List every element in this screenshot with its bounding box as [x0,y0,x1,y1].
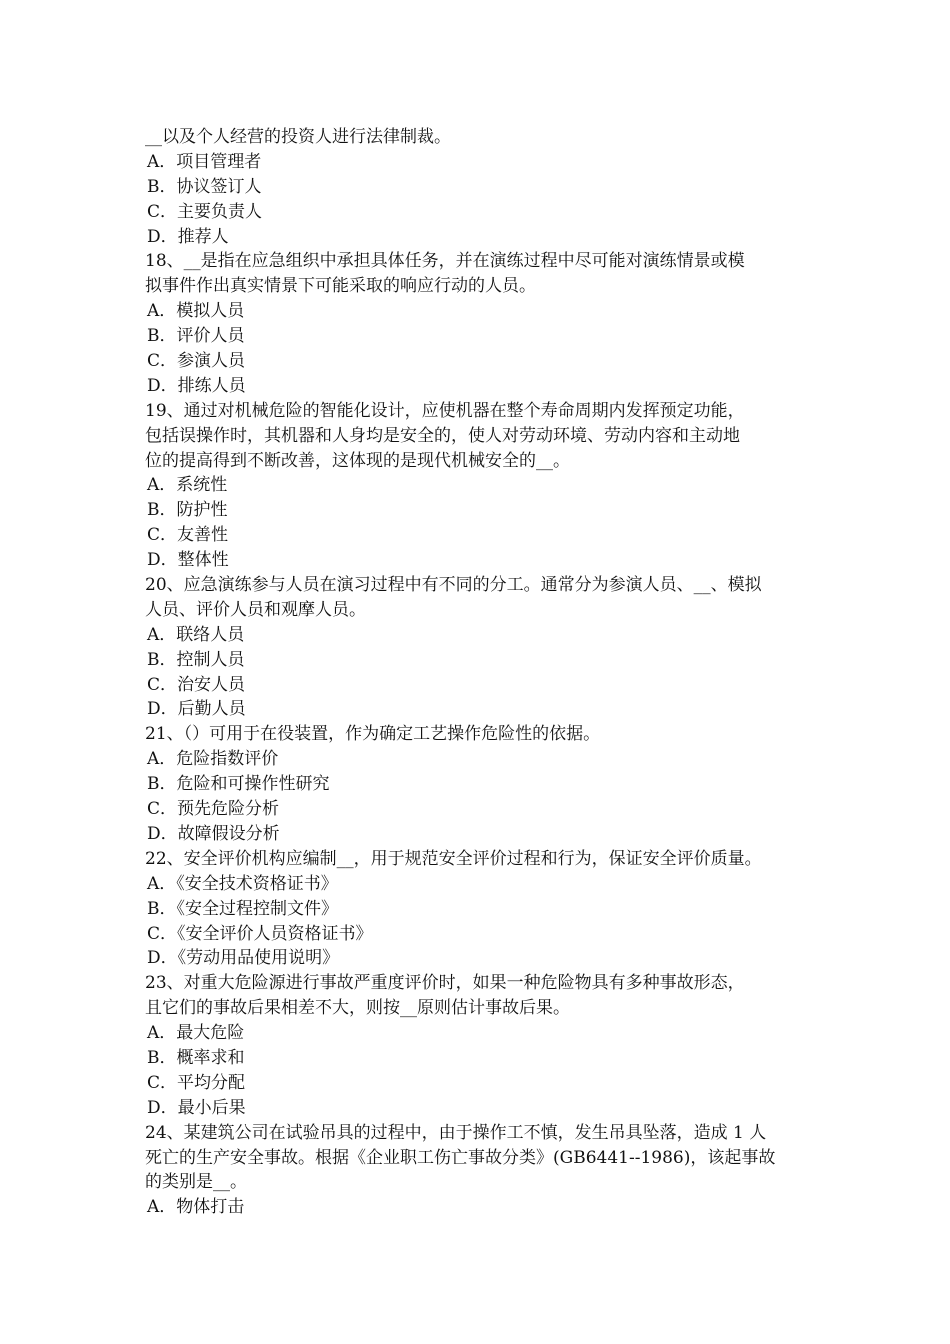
answer-option-line: D．后勤人员 [147,699,246,720]
answer-option-line: C．参演人员 [147,351,246,372]
answer-option-line: D．排练人员 [147,375,246,396]
answer-option-line: B．防护性 [147,500,228,521]
answer-option-line: B．危险和可操作性研究 [147,774,330,795]
answer-option-line: C．友善性 [147,525,229,546]
answer-option-line: A．最大危险 [147,1023,245,1044]
answer-option-line: C．平均分配 [147,1072,246,1093]
answer-option-line: B．概率求和 [147,1047,245,1068]
question-text-line: 18、__是指在应急组织中承担具体任务，并在演练过程中尽可能对演练情景或模 [145,251,745,272]
answer-option-line: A．模拟人员 [147,301,245,322]
question-text-line: 24、某建筑公司在试验吊具的过程中，由于操作工不慎，发生吊具坠落，造成 1 人 [145,1122,767,1143]
answer-option-line: D．推荐人 [147,226,229,247]
question-text-line: 21、（）可用于在役装置，作为确定工艺操作危险性的依据。 [145,724,601,745]
question-text-line: 且它们的事故后果相差不大，则按__原则估计事故后果。 [145,998,570,1019]
answer-option-line: D．《劳动用品使用说明》 [147,948,340,969]
question-text-line: 死亡的生产安全事故。根据《企业职工伤亡事故分类》(GB6441--1986)，该起事故 [145,1147,776,1168]
answer-option-line: D．最小后果 [147,1097,246,1118]
answer-option-line: B．《安全过程控制文件》 [147,898,338,919]
question-text-line: 19、通过对机械危险的智能化设计，应使机器在整个寿命周期内发挥预定功能， [145,400,745,421]
answer-option-line: C．《安全评价人员资格证书》 [147,923,373,944]
answer-option-line: A．系统性 [147,475,228,496]
answer-option-line: C．治安人员 [147,674,246,695]
question-text-line: 位的提高得到不断改善，这体现的是现代机械安全的__。 [145,450,570,471]
question-text-line: 拟事件作出真实情景下可能采取的响应行动的人员。 [145,276,536,297]
answer-option-line: C．主要负责人 [147,201,263,222]
question-text-line: 人员、评价人员和观摩人员。 [145,599,366,620]
question-text-line: __以及个人经营的投资人进行法律制裁。 [145,127,451,147]
question-text-body [145,125,810,1220]
answer-option-line: B．评价人员 [147,326,245,347]
answer-option-line: B．控制人员 [147,649,245,670]
answer-option-line: C．预先危险分析 [147,799,280,820]
answer-option-line: B．协议签订人 [147,176,262,197]
answer-option-line: A．联络人员 [147,624,245,645]
answer-option-line: A．《安全技术资格证书》 [147,873,338,894]
question-text-line: 20、应急演练参与人员在演习过程中有不同的分工。通常分为参演人员、__、模拟 [145,575,762,596]
question-text-line: 包括误操作时，其机器和人身均是安全的，使人对劳动环境、劳动内容和主动地 [145,425,740,446]
question-text-line: 22、安全评价机构应编制__，用于规范安全评价过程和行为，保证安全评价质量。 [145,848,762,869]
answer-option-line: A．项目管理者 [147,151,262,172]
answer-option-line: D．整体性 [147,550,229,571]
question-text-line: 23、对重大危险源进行事故严重度评价时，如果一种危险物具有多种事故形态， [145,973,745,994]
answer-option-line: A．危险指数评价 [147,749,279,770]
answer-option-line: D．故障假设分析 [147,823,280,844]
answer-option-line: A．物体打击 [147,1197,245,1218]
question-text-line: 的类别是__。 [145,1172,247,1193]
